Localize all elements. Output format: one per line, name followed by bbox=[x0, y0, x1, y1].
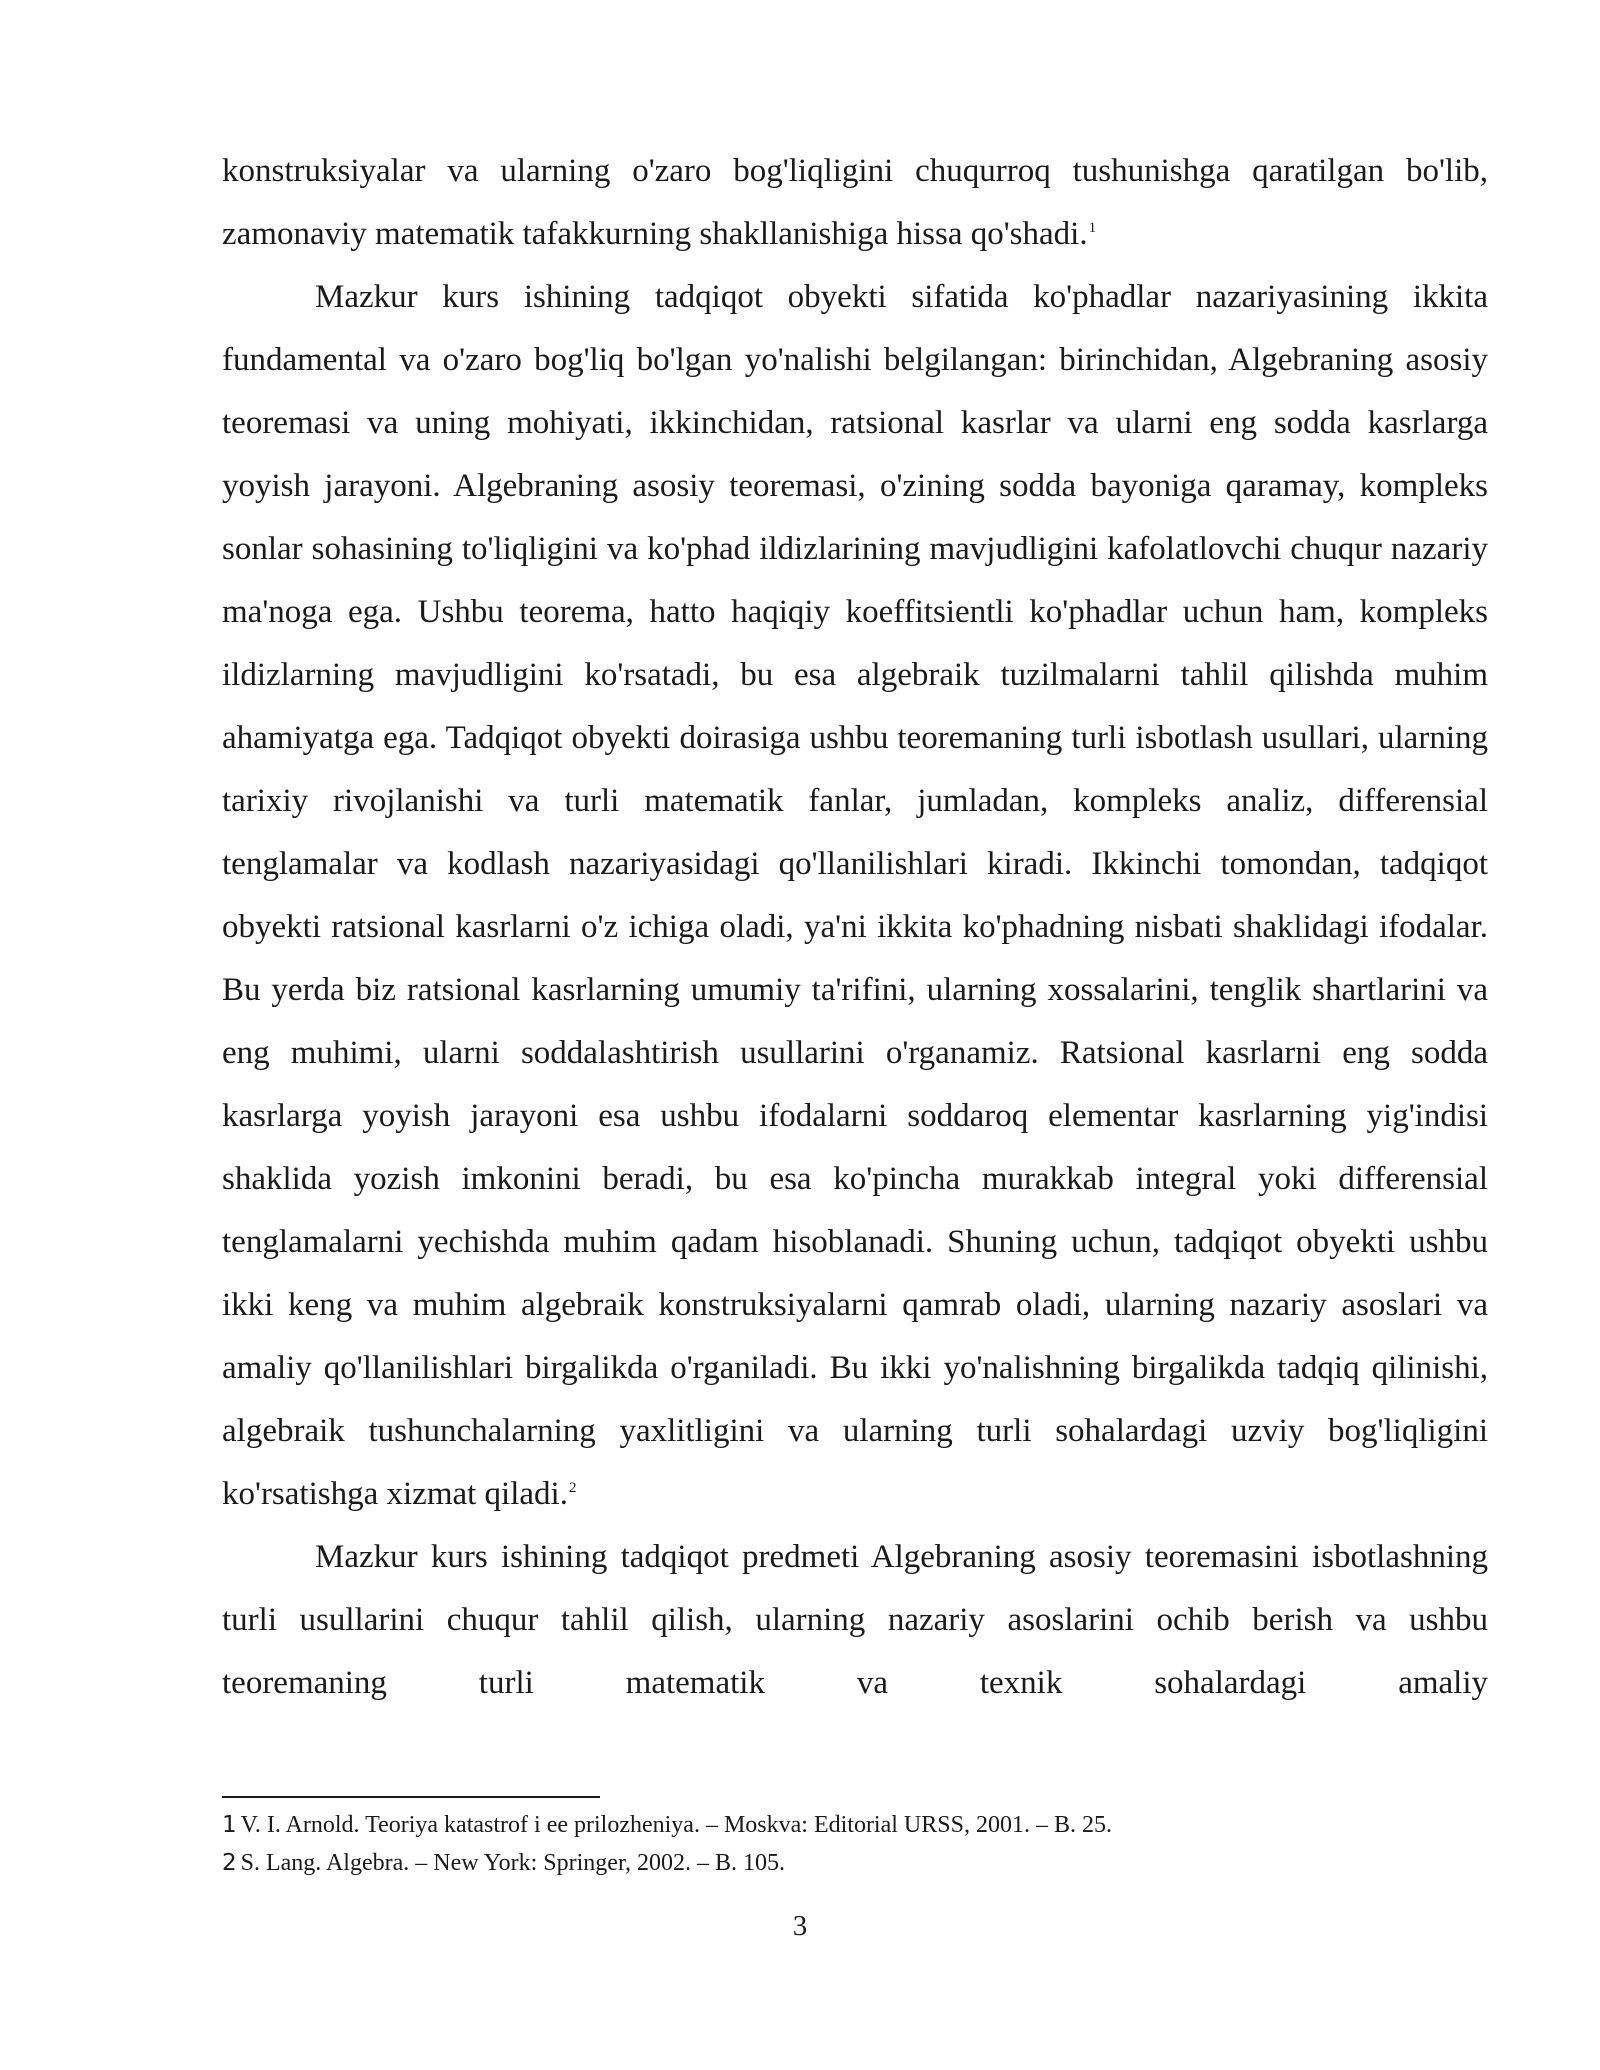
footnote-2 bbox=[222, 1844, 1488, 1882]
footnotes bbox=[222, 1806, 1488, 1882]
footnote-number: 2 bbox=[222, 1850, 237, 1876]
paragraph-research-object bbox=[222, 266, 1488, 1526]
paragraph-text: Mazkur kurs ishining tadqiqot obyekti sifatida ko'phadlar nazariyasining ikkita fundamental va o'zaro bog'liq bo'lgan yo'nalishi belgilangan: birinchidan, Algebraning asosiy teoremasi va uning mohiyati, ikkinchidan, ratsional kasrlar va ularni eng sodda kasrlarga yoyish jarayoni. Algebraning asosiy teoremasi, o'zining sodda bayoniga qaramay, kompleks sonlar sohasining to'liqligini va ko'phad ildizlarining mavjudligini kafolatlovchi chuqur nazariy ma'noga ega. Ushbu teorema, hatto haqiqiy koeffitsientli ko'phadlar uchun ham, kompleks ildizlarning mavjudligini ko'rsatadi, bu esa algebraik tuzilmalarni tahlil qilishda muhim ahamiyatga ega. Tadqiqot obyekti doirasiga ushbu teoremaning turli isbotlash usullari, ularning tarixiy rivojlanishi va turli matematik fanlar, jumladan, kompleks analiz, differensial tenglamalar va kodlash nazariyasidagi qo'llanilishlari kiradi. Ikkinchi tomondan, tadqiqot obyekti ratsional kasrlarni o'z ichiga oladi, ya'ni ikkita ko'phadning nisbati shaklidagi ifodalar. Bu yerda biz ratsional kasrlarning umumiy ta'rifini, ularning xossalarini, tenglik shartlarini va eng muhimi, ularni soddalashtirish usullarini o'rganamiz. Ratsional kasrlarni eng sodda kasrlarga yoyish jarayoni esa ushbu ifodalarni soddaroq elementar kasrlarning yig'indisi shaklida yozish imkonini beradi, bu esa ko'pincha murakkab integral yoki differensial tenglamalarni yechishda muhim qadam hisoblanadi. Shuning uchun, tadqiqot obyekti ushbu ikki keng va muhim algebraik konstruksiyalarni qamrab oladi, ularning nazariy asoslari va amaliy qo'llanilishlari birgalikda o'rganiladi. Bu ikki yo'nalishning birgalikda tadqiq qilinishi, algebraik tushunchalarning yaxlitligini va ularning turli sohalardagi uzviy bog'liqligini ko'rsatishga xizmat qiladi. bbox=[222, 279, 1488, 1512]
paragraph-text: konstruksiyalar va ularning o'zaro bog'liqligini chuqurroq tushunishga qaratilgan bo'lib, zamonaviy matematik tafakkurning shakllanishiga hissa qo'shadi. bbox=[222, 153, 1488, 252]
page-number: 3 bbox=[792, 1910, 808, 1942]
paragraph-research-subject bbox=[222, 1526, 1488, 1715]
footnote-reference[interactable]: 1 bbox=[1088, 220, 1097, 236]
footnote-text: S. Lang. Algebra. – New York: Springer, 2002. – B. 105. bbox=[240, 1850, 785, 1876]
footnote-number: 1 bbox=[222, 1812, 237, 1838]
footnote-1 bbox=[222, 1806, 1488, 1844]
paragraph-text: Mazkur kurs ishining tadqiqot predmeti Algebraning asosiy teoremasini isbotlashning turli usullarini chuqur tahlil qilish, ularning nazariy asoslarini ochib berish va ushbu teoremaning turli matematik va texnik sohalardagi amaliy bbox=[222, 1539, 1488, 1701]
footnote-text: V. I. Arnold. Teoriya katastrof i ee prilozheniya. – Moskva: Editorial URSS, 2001. – B. 25. bbox=[240, 1812, 1112, 1838]
paragraph-continuation bbox=[222, 140, 1488, 266]
footnote-reference[interactable]: 2 bbox=[568, 1480, 577, 1496]
footnote-separator bbox=[222, 1796, 600, 1798]
body-text bbox=[222, 140, 1488, 1715]
